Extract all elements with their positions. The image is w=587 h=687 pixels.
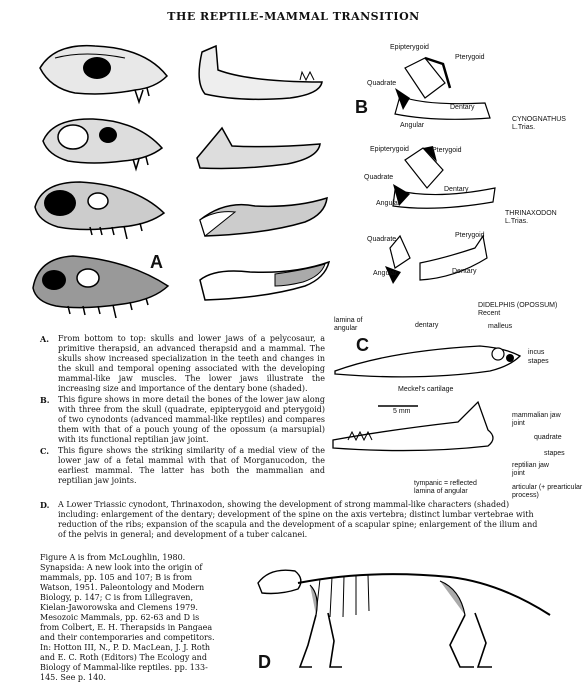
thrinaxodon-skeleton: [250, 555, 570, 675]
caption-b: [40, 395, 325, 445]
caption-a-text: From bottom to top: skulls and lower jaws of a pelycosaur, a primitive therapsid, an advanced therapsid and a mammal. The skulls show increased specialization in the teeth and changes in the skull and temporal opening associated with the developing mammal-like jaw muscles. The lower jaws illustrate the increasing size and importance of the dentary bone (shaded).: [58, 334, 325, 393]
label-dentary-3: Dentary: [452, 268, 477, 275]
label-epipterygoid-2: Epipterygoid: [370, 146, 409, 153]
label-tympanic: tympanic = reflected lamina of angular: [414, 480, 477, 495]
label-species-thrinaxodon: THRINAXODON L.Trias.: [505, 210, 557, 225]
label-angular-3: Angular: [373, 270, 398, 277]
label-angular-2: Angular: [376, 200, 401, 207]
skull-primitive-therapsid: [30, 177, 170, 242]
label-pterygoid-3: Pterygoid: [455, 232, 485, 239]
caption-b-key: B.: [40, 395, 50, 405]
label-scale: 5 mm: [393, 408, 411, 415]
label-stapes: stapes: [528, 358, 549, 365]
jaw-advanced-therapsid: [192, 120, 327, 175]
label-species-cynognathus: CYNOGNATHUS L.Trias.: [512, 116, 566, 131]
caption-c: [40, 446, 325, 486]
caption-d-text: A Lower Triassic cynodont, Thrinaxodon, showing the development of strong mammal-like characters (shaded) including: enlargement of the dentary; development of the spine on the axis vertebra; distinct lumbar vertebrae with reduction of the ribs; expansion of the scapula and the development of a scapular spine; enlargement of the ilium and of the pelvis in general; and development of a tuber calcanei.: [58, 500, 538, 539]
panel-label-b: B: [355, 97, 368, 117]
skull-advanced-therapsid: [38, 113, 168, 173]
caption-c-text: This figure shows the striking similarity of a medial view of the lower jaw of a fetal mammal with that of Morganucodon, the earliest mammal. The latter has both the mammalian and reptilian jaw joints.: [58, 446, 325, 485]
page-title: THE REPTILE-MAMMAL TRANSITION: [167, 10, 420, 23]
label-quadrate-2: Quadrate: [364, 174, 394, 181]
panel-label-d: D: [258, 652, 271, 672]
label-epipterygoid-1: Epipterygoid: [390, 44, 429, 51]
jaw-mammal: [190, 42, 330, 107]
label-species-didelphis: DIDELPHIS (OPOSSUM) Recent: [478, 302, 558, 317]
caption-d: [40, 500, 540, 541]
caption-d-row: [40, 500, 540, 540]
jaw-primitive-therapsid: [195, 190, 335, 245]
label-meckel: Meckel's cartilage: [398, 386, 454, 393]
jaw-pelycosaur: [195, 258, 335, 308]
caption-c-key: C.: [40, 446, 50, 456]
label-dentary-2: Dentary: [444, 186, 469, 193]
caption-list: [40, 334, 325, 487]
label-lamina: lamina of angular: [334, 317, 363, 332]
label-quadrate-c: quadrate: [534, 434, 562, 441]
label-dentary-1: Dentary: [450, 104, 475, 111]
label-mammalian-joint: mammalian jaw joint: [512, 412, 561, 427]
label-angular-1: Angular: [400, 122, 425, 129]
caption-d-key: D.: [40, 500, 50, 510]
panel-label-a: A: [150, 252, 163, 272]
skull-mammal: [35, 38, 175, 108]
figure-reference: Figure A is from McLoughlin, 1980. Synapsida: A new look into the origin of mammals, pp. 105 and 107; B is from Watson, 1951. Paleontology and Modern Biology, p. 147; C is from Lillegraven, Kielan-Jaworowska and Clemens 1979. Mesozoic Mammals, pp. 62-63 and D is from Colbert, E. H. Therapsids in Pangaea and their contemporaries and competitors. In: Hotton III, N., P. D. MacLean, J. J. Roth and E. C. Roth (Editors) The Ecology and Biology of Mammal-like reptiles. pp. 133-145. See p. 140.: [40, 553, 215, 682]
label-pterygoid-2: Pterygoid: [432, 147, 462, 154]
label-stapes-c: stapes: [544, 450, 565, 457]
label-incus: incus: [528, 349, 545, 356]
label-quadrate-3: Quadrate: [367, 236, 397, 243]
label-quadrate-1: Quadrate: [367, 80, 397, 87]
label-pterygoid-1: Pterygoid: [455, 54, 485, 61]
caption-a: [40, 334, 325, 394]
morganucodon-jaw: [328, 400, 508, 460]
caption-a-key: A.: [40, 334, 49, 344]
caption-b-text: This figure shows in more detail the bones of the lower jaw along with three from the skull (quadrate, epipterygoid and pterygoid) of two cynodonts (advanced mammal-like reptiles) and compares them with that of a pouch young of the opossum (a marsupial) with its functional reptilian jaw joint.: [58, 395, 325, 444]
label-reptilian-joint: reptilian jaw joint: [512, 462, 549, 477]
label-malleus: malleus: [488, 323, 513, 330]
panel-label-c: C: [356, 335, 369, 355]
label-dentary-c: dentary: [415, 322, 439, 329]
label-articular: articular (+ prearticular process): [512, 484, 583, 499]
